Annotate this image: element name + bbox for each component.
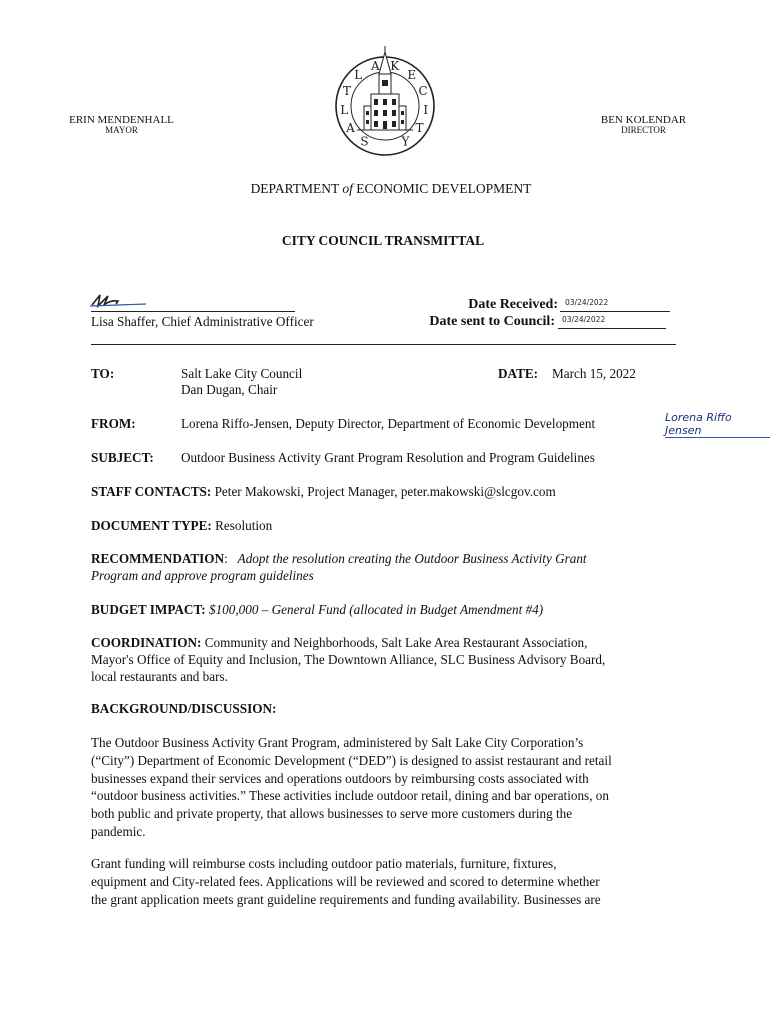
seal-letter: T xyxy=(342,83,351,98)
city-seal xyxy=(333,44,437,159)
department-of: of xyxy=(342,181,353,196)
paragraph-line: “outdoor business activities.” These activities include outdoor retail, dining and bar operations, on xyxy=(91,788,609,804)
city-seal-graphic xyxy=(333,44,437,159)
separator-line xyxy=(91,344,676,345)
seal-letter: E xyxy=(407,68,417,82)
coordination-line-1: Community and Neighborhoods, Salt Lake Area Restaurant Association, xyxy=(204,635,588,650)
mayor-name: ERIN MENDENHALL xyxy=(69,114,174,126)
seal-letter: L xyxy=(354,68,363,82)
director-name: BEN KOLENDAR xyxy=(600,114,687,126)
seal-letter: A xyxy=(370,59,380,74)
director-title: DIRECTOR xyxy=(621,125,666,135)
paragraph-line: pandemic. xyxy=(91,823,146,839)
date-received-label: Date Received: xyxy=(468,297,558,312)
seal-letter: C xyxy=(418,83,428,98)
paragraph-line: equipment and City-related fees. Applications will be reviewed and scored to determine whether xyxy=(91,873,600,889)
recommendation-line-1: Adopt the resolution creating the Outdoor Business Activity Grant xyxy=(237,551,587,566)
background-paragraph-2 xyxy=(91,855,701,908)
budget-impact-value: $100,000 – General Fund (allocated in Budget Amendment #4) xyxy=(208,602,544,617)
department-prefix: DEPARTMENT xyxy=(250,181,340,196)
paragraph-line: The Outdoor Business Activity Grant Program, administered by Salt Lake City Corporation’s xyxy=(91,735,584,750)
seal-letter: K xyxy=(390,59,400,74)
background-paragraph-1 xyxy=(91,734,701,841)
from-value: Lorena Riffo-Jensen, Deputy Director, Department of Economic Development xyxy=(181,416,596,431)
document-type xyxy=(91,517,272,534)
subject-label: SUBJECT: xyxy=(91,450,154,465)
recommendation-line-2: Program and approve program guidelines xyxy=(91,568,314,583)
staff-contacts-label: STAFF CONTACTS: xyxy=(91,484,212,499)
budget-impact xyxy=(91,601,543,618)
paragraph-line: (“City”) Department of Economic Development (“DED”) is designed to assist restaurant and retail xyxy=(91,752,612,768)
cao-signature-line xyxy=(91,311,295,312)
director-block xyxy=(596,114,691,135)
staff-contacts xyxy=(91,483,556,500)
budget-impact-label: BUDGET IMPACT: xyxy=(91,602,206,617)
recommendation-colon: : xyxy=(224,551,228,566)
paragraph-line: Grant funding will reimburse costs including outdoor patio materials, furniture, fixtures, xyxy=(91,856,557,871)
from-signature: Lorena Riffo Jensen xyxy=(665,411,770,438)
seal-letter: S xyxy=(360,134,369,149)
from-label: FROM: xyxy=(91,416,136,431)
subject-value: Outdoor Business Activity Grant Program Resolution and Program Guidelines xyxy=(181,450,595,465)
staff-contacts-value: Peter Makowski, Project Manager, peter.makowski@slcgov.com xyxy=(214,484,556,499)
date-value: March 15, 2022 xyxy=(552,366,636,381)
background-heading: BACKGROUND/DISCUSSION: xyxy=(91,701,277,716)
seal-letter: Y xyxy=(401,134,410,149)
coordination-line-2: Mayor's Office of Equity and Inclusion, The Downtown Alliance, SLC Business Advisory Board, xyxy=(91,652,606,667)
to-line-2: Dan Dugan, Chair xyxy=(181,382,278,397)
cao-signature xyxy=(88,292,150,310)
date-sent-value: 03/24/2022 xyxy=(562,315,606,324)
date-sent-label: Date sent to Council: xyxy=(429,314,555,329)
seal-letter: A xyxy=(346,121,355,136)
recommendation-label: RECOMMENDATION xyxy=(91,551,225,566)
paragraph-line: the grant application meets grant guideline requirements and funding availability. Businesses are xyxy=(91,891,601,907)
date-label: DATE: xyxy=(498,366,539,381)
mayor-block xyxy=(64,114,179,135)
recommendation xyxy=(91,550,691,584)
department-heading xyxy=(0,180,770,197)
date-sent-line xyxy=(558,328,666,329)
document-type-value: Resolution xyxy=(215,518,273,533)
paragraph-line: businesses expand their services and operations outdoors by reimbursing costs associated with xyxy=(91,770,589,786)
cao-name: Lisa Shaffer, Chief Administrative Officer xyxy=(91,314,314,329)
coordination-label: COORDINATION: xyxy=(91,635,202,650)
document-title: CITY COUNCIL TRANSMITTAL xyxy=(281,233,485,248)
paragraph-line: both public and private property, that allows businesses to serve more customers during the xyxy=(91,806,573,822)
department-suffix: ECONOMIC DEVELOPMENT xyxy=(356,181,532,196)
mayor-title: MAYOR xyxy=(105,125,138,135)
to-line-1: Salt Lake City Council xyxy=(181,366,303,381)
seal-letter: T xyxy=(415,121,424,136)
coordination-line-3: local restaurants and bars. xyxy=(91,669,228,684)
coordination xyxy=(91,634,691,685)
date-received-line xyxy=(560,311,670,312)
date-received-value: 03/24/2022 xyxy=(565,298,609,307)
seal-letter: I xyxy=(423,102,429,117)
seal-letter: L xyxy=(340,102,349,117)
to-label: TO: xyxy=(91,366,115,381)
document-type-label: DOCUMENT TYPE: xyxy=(91,518,212,533)
